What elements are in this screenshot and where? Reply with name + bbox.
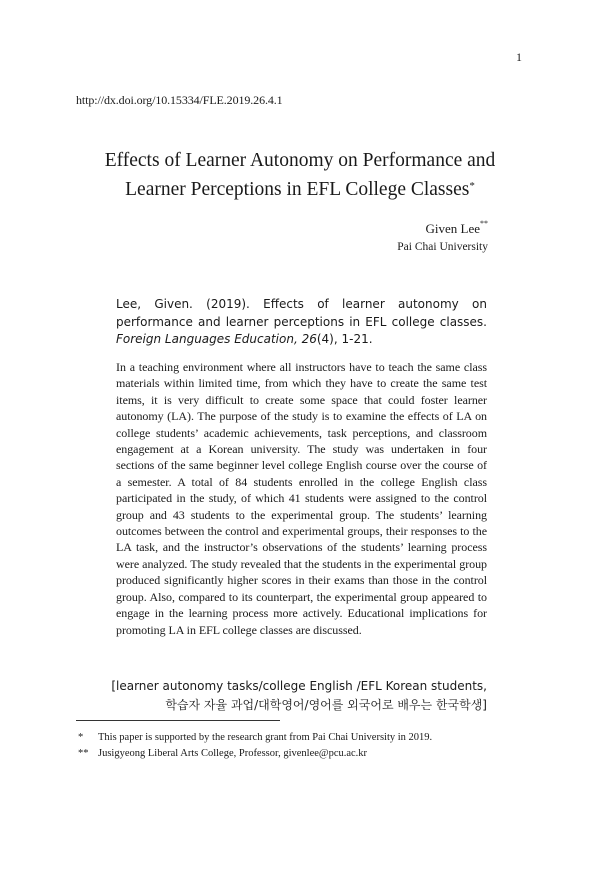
title-footnote-marker: * xyxy=(469,180,475,192)
author-affiliation: Pai Chai University xyxy=(397,241,488,253)
footnote-2 xyxy=(78,746,432,762)
title-line-2 xyxy=(60,175,540,204)
paper-title xyxy=(60,146,540,204)
citation-prefix: Lee, Given. (2019). Effects of learner autonomy on performance and learner perceptions in EFL college classes. xyxy=(116,297,487,329)
keywords-korean: 학습자 자율 과업/대학영어/영어를 외국어로 배우는 한국학생] xyxy=(165,698,487,712)
title-line-1: Effects of Learner Autonomy on Performance and xyxy=(104,150,496,171)
footnote-2-mark: ** xyxy=(78,748,89,759)
abstract: In a teaching environment where all instructors have to teach the same class materials within limited time, from which they have to create the same test items, it is very difficult to create some space that could foster learner autonomy (LA). The purpose of the study is to examine the effects of LA on college students’ academic achievements, task perceptions, and classroom engagement at a Korean university. The study was undertaken in four sections of the same beginner level college English course over the course of a semester. A total of 84 students enrolled in the college English class participated in the study, of which 41 students were assigned to the control group and 43 students to the experimental group. The students’ learning outcomes between the control and experimental groups, their responses to the LA task, and the instructor’s observations of the students’ learning process were analyzed. The study revealed that the students in the experimental group produced significantly higher scores in their exams than those in the control group. Also, compared to its counterpart, the experimental group appeared to engage in the learning process more actively. Educational implications for promoting LA in EFL college classes are discussed. xyxy=(116,360,487,637)
footnote-1-mark: * xyxy=(78,732,84,743)
title-line-2-text: Learner Perceptions in EFL College Classes xyxy=(125,179,470,200)
footnote-1 xyxy=(78,730,432,746)
footnote-2-text: Jusigyeong Liberal Arts College, Professor, givenlee@pcu.ac.kr xyxy=(98,748,368,759)
keywords-english: [learner autonomy tasks/college English /EFL Korean students, xyxy=(111,679,487,693)
author-name xyxy=(425,221,488,237)
citation-journal: Foreign Languages Education, 26 xyxy=(116,332,317,346)
author-name-text: Given Lee xyxy=(425,221,480,236)
citation xyxy=(116,296,487,349)
page-number: 1 xyxy=(516,50,522,64)
footnote-divider xyxy=(76,720,280,721)
footnote-1-text: This paper is supported by the research grant from Pai Chai University in 2019. xyxy=(98,732,433,743)
keywords xyxy=(107,677,487,715)
author-footnote-marker: ** xyxy=(480,219,488,228)
doi-link[interactable]: http://dx.doi.org/10.15334/FLE.2019.26.4.1 xyxy=(76,93,283,107)
footnotes xyxy=(78,730,432,762)
citation-suffix: (4), 1-21. xyxy=(316,332,373,346)
